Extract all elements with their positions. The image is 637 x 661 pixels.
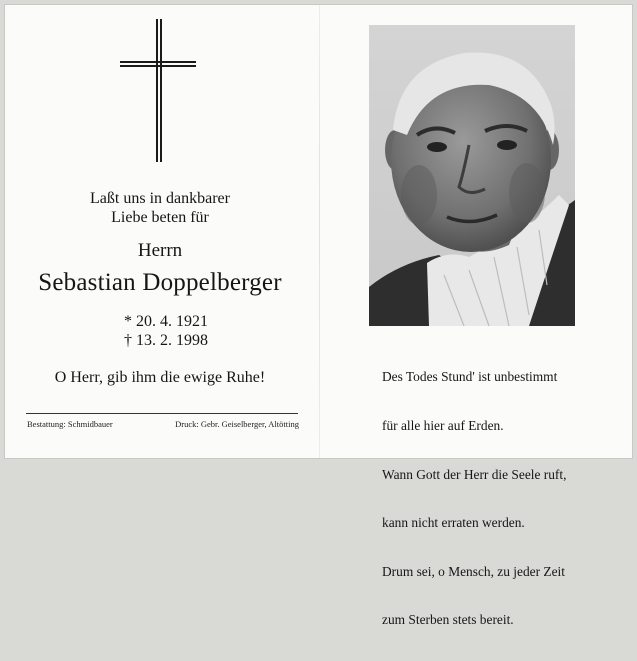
card-fold <box>319 5 320 458</box>
portrait-illustration <box>369 25 575 326</box>
poem-line: kann nicht erraten werden. <box>382 515 525 531</box>
salutation: Herrn <box>137 240 183 261</box>
footer-rule <box>26 413 298 414</box>
poem-line: zum Sterben stets bereit. <box>382 612 514 628</box>
printer-credit: Druck: Gebr. Geiselberger, Altötting <box>175 419 299 429</box>
poem-line: Des Todes Stund' ist unbestimmt <box>382 369 558 385</box>
credits <box>27 419 299 429</box>
poem <box>382 337 622 661</box>
death-date: † 13. 2. 1998 <box>124 332 208 349</box>
intro-line-1: Laßt uns in dankbarer <box>90 190 230 207</box>
deceased-name: Sebastian Doppelberger <box>38 269 282 296</box>
birth-date: * 20. 4. 1921 <box>124 313 208 330</box>
poem-line: Wann Gott der Herr die Seele ruft, <box>382 466 567 482</box>
portrait-photo <box>369 25 575 326</box>
funeral-home-credit: Bestattung: Schmidbauer <box>27 419 113 429</box>
poem-line: für alle hier auf Erden. <box>382 418 504 434</box>
memorial-card <box>4 4 633 628</box>
cross-icon <box>120 19 196 162</box>
prayer-line: O Herr, gib ihm die ewige Ruhe! <box>54 369 266 386</box>
intro-line-2: Liebe beten für <box>111 209 209 226</box>
poem-line: Drum sei, o Mensch, zu jeder Zeit <box>382 563 565 579</box>
